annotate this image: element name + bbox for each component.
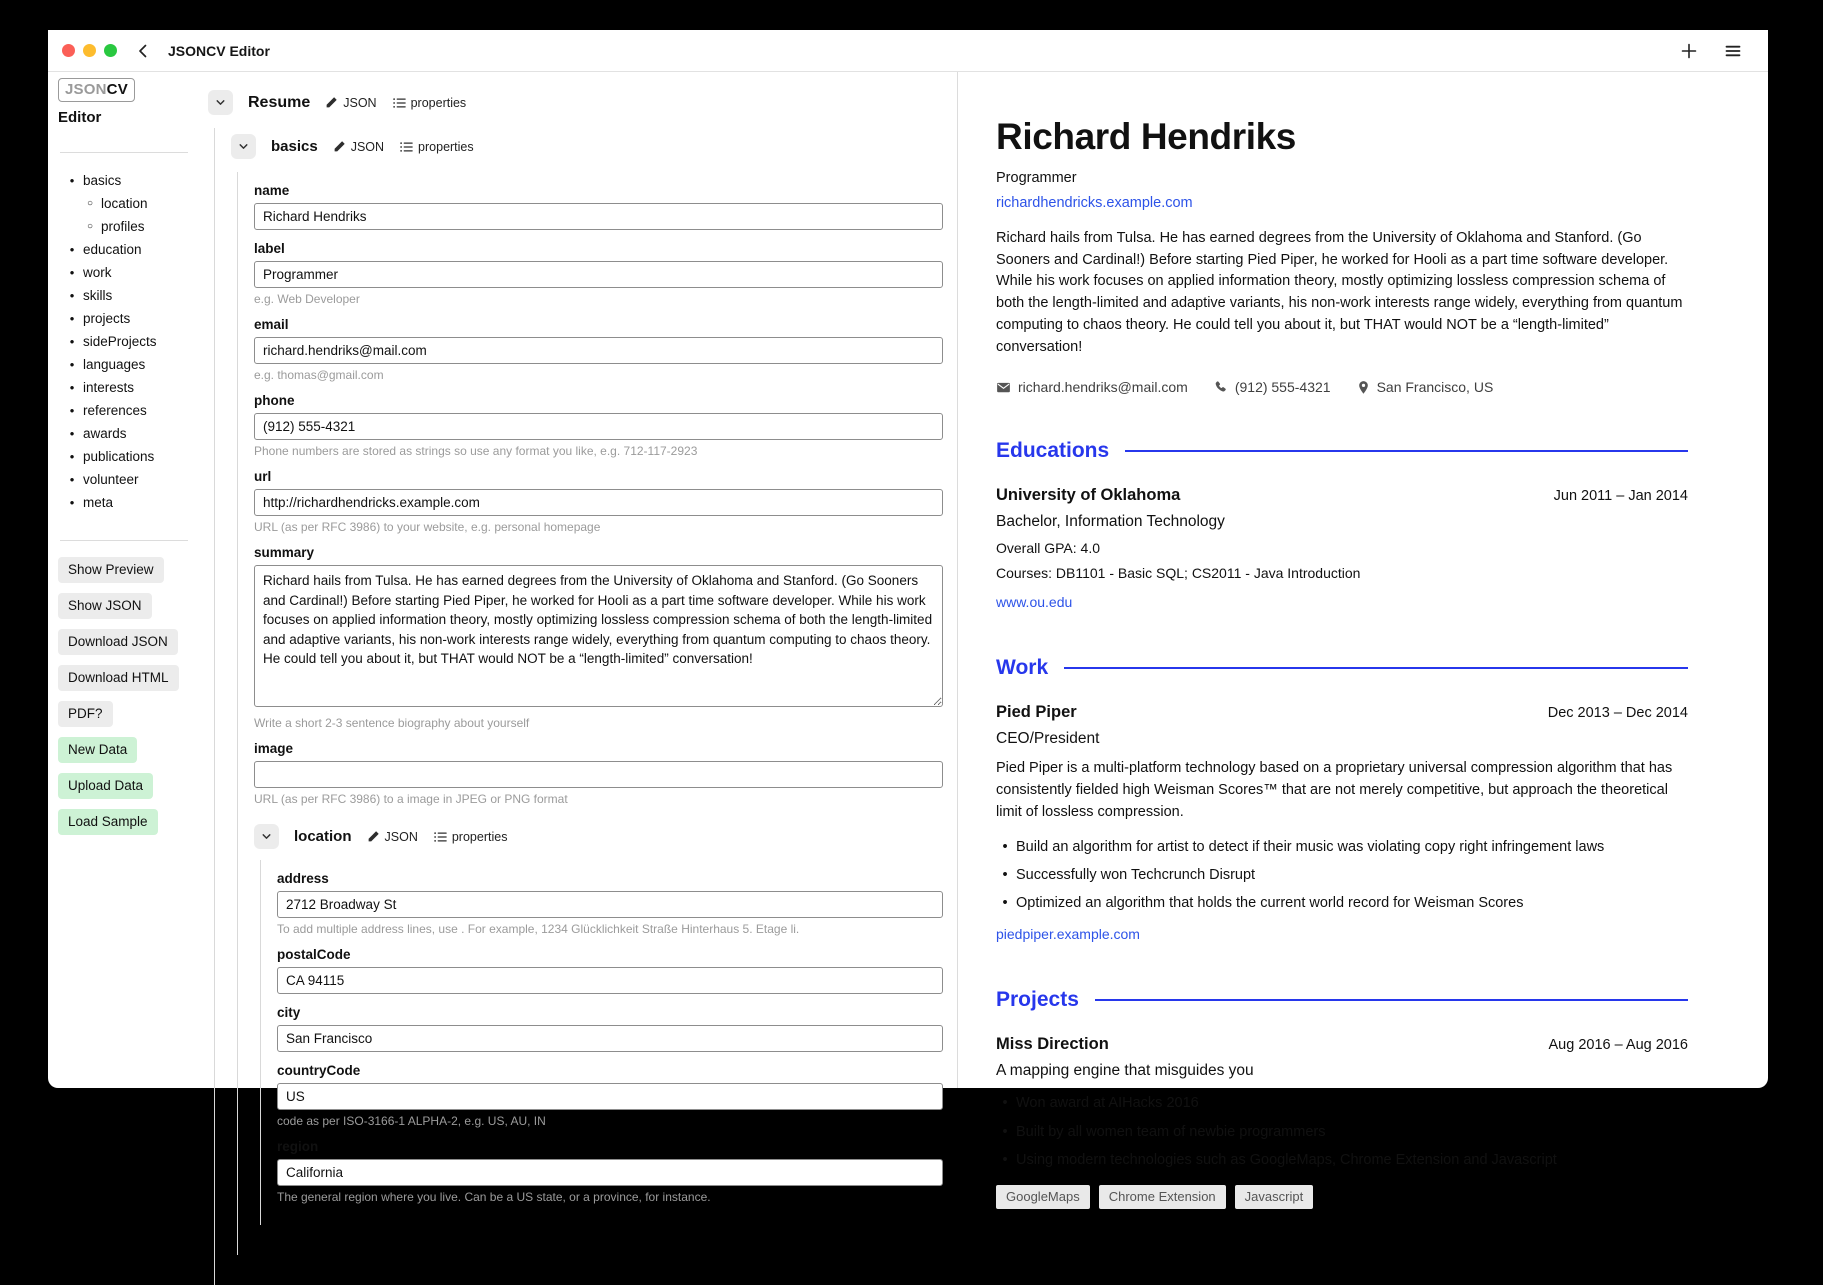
resume-children [214, 128, 943, 1285]
close-window-button[interactable] [62, 44, 75, 57]
field-label-summary: summary [254, 545, 315, 560]
email-input[interactable] [254, 337, 943, 364]
item-link-row [996, 913, 1688, 944]
bullet-dot-icon: • [1002, 1095, 1008, 1112]
sidebar-item-label: volunteer [83, 472, 139, 487]
url-input[interactable] [254, 489, 943, 516]
sidebar-item-meta[interactable] [58, 491, 200, 514]
label-input[interactable] [254, 261, 943, 288]
sidebar-item-languages[interactable] [58, 353, 200, 376]
name-input[interactable] [254, 203, 943, 230]
basics-section [231, 134, 943, 1255]
item-subheading: A mapping engine that misguides you [996, 1062, 1254, 1080]
item-date-range: Aug 2016 – Aug 2016 [1548, 1037, 1688, 1054]
field-hint-countryCode: code as per ISO-3166-1 ALPHA-2, e.g. US, AU, IN [277, 1114, 546, 1128]
location-fields [277, 871, 943, 1204]
item-heading-row [996, 1035, 1688, 1054]
sidebar-item-basics[interactable] [58, 169, 200, 192]
item-detail-line: Courses: DB1101 - Basic SQL; CS2011 - Java Introduction [996, 565, 1361, 582]
field-name [254, 183, 943, 230]
sidebar-item-label: publications [83, 449, 155, 464]
section-heading: Educations [996, 439, 1110, 463]
disc-bullet-icon: • [69, 311, 75, 326]
address-input[interactable] [277, 891, 943, 918]
location-section-header [254, 824, 943, 849]
field-label-image: image [254, 741, 294, 756]
back-button[interactable] [130, 38, 156, 64]
logo-json-text: JSON [65, 81, 107, 98]
disc-bullet-icon: • [69, 495, 75, 510]
tag-chip: Javascript [1235, 1185, 1314, 1209]
sidebar-item-references[interactable] [58, 399, 200, 422]
item-bullet-list [996, 837, 1688, 914]
plus-icon [1680, 42, 1698, 60]
chevron-down-icon [237, 140, 250, 153]
tag-chip: Chrome Extension [1099, 1185, 1226, 1209]
pencil-icon [333, 140, 346, 153]
section-heading-rule [1095, 999, 1688, 1001]
basics-properties-action[interactable] [399, 140, 474, 154]
phone-icon [1214, 380, 1228, 394]
bullet-dot-icon: • [1002, 895, 1008, 912]
resume-collapse-button[interactable] [208, 90, 233, 115]
field-label-email: email [254, 317, 289, 332]
location-section-title: location [294, 828, 352, 845]
preview-item-pied-piper [996, 703, 1688, 944]
bullet-text: Build an algorithm for artist to detect if their music was violating copy right infringement laws [1016, 838, 1605, 855]
field-label-address: address [277, 871, 329, 886]
zoom-window-button[interactable] [104, 44, 117, 57]
new-data-button[interactable]: New Data [58, 737, 137, 763]
preview-section-work [996, 656, 1688, 944]
field-label-label: label [254, 241, 285, 256]
field-postalCode [277, 947, 943, 994]
section-heading-row [996, 439, 1688, 463]
field-hint-address: To add multiple address lines, use . For example, 1234 Glücklichkeit Straße Hinterhaus 5. Etage li. [277, 922, 800, 936]
show-json-button[interactable]: Show JSON [58, 593, 152, 619]
sidebar-item-work[interactable] [58, 261, 200, 284]
list-properties-icon [433, 830, 447, 844]
item-link[interactable]: piedpiper.example.com [996, 926, 1140, 943]
field-hint-summary: Write a short 2-3 sentence biography about yourself [254, 716, 530, 730]
basics-section-header [231, 134, 943, 159]
minimize-window-button[interactable] [83, 44, 96, 57]
sidebar-item-label: meta [83, 495, 114, 510]
chevron-left-icon [135, 43, 151, 59]
disc-bullet-icon: • [69, 265, 75, 280]
bullet-dot-icon: • [1002, 838, 1008, 855]
resume-section-title: Resume [248, 93, 311, 111]
preview-item-university-of-oklahoma [996, 486, 1688, 612]
sidebar-item-projects[interactable] [58, 307, 200, 330]
field-city [277, 1005, 943, 1052]
preview-item-miss-direction [996, 1035, 1688, 1209]
sidebar-item-sideProjects[interactable] [58, 330, 200, 353]
field-label-url: url [254, 469, 272, 484]
item-heading-row [996, 486, 1688, 505]
field-hint-label: e.g. Web Developer [254, 292, 360, 306]
field-label-name: name [254, 183, 290, 198]
field-address [277, 871, 943, 936]
bullet-text: Using modern technologies such as GoogleMaps, Chrome Extension and Javascript [1016, 1152, 1557, 1169]
envelope-icon [996, 380, 1011, 395]
field-summary [254, 545, 943, 730]
window-title: JSONCV Editor [168, 42, 270, 59]
resume-section-header [208, 90, 943, 115]
sidebar-actions-gray [58, 557, 200, 727]
sidebar-item-label: references [83, 403, 147, 418]
disc-bullet-icon: • [69, 403, 75, 418]
main-content [48, 72, 1768, 1205]
download-json-button[interactable]: Download JSON [58, 629, 178, 655]
location-json-label: JSON [384, 829, 418, 844]
disc-bullet-icon: • [69, 426, 75, 441]
summary-input[interactable] [254, 565, 943, 707]
item-link-row [996, 581, 1688, 612]
bullet-dot-icon: • [1002, 1152, 1008, 1169]
app-window [48, 30, 1768, 1205]
sidebar-item-volunteer[interactable] [58, 468, 200, 491]
item-title: Miss Direction [996, 1035, 1109, 1054]
sidebar-item-label: work [83, 265, 112, 280]
sidebar-actions-green [58, 737, 200, 835]
bullet-dot-icon: • [1002, 866, 1008, 883]
item-heading-row [996, 703, 1688, 722]
location-json-action[interactable] [367, 830, 418, 844]
field-hint-email: e.g. thomas@gmail.com [254, 368, 384, 382]
phone-input[interactable] [254, 413, 943, 440]
bullet-dot-icon: • [1002, 1123, 1008, 1140]
sidebar-divider-top [60, 152, 188, 153]
sidebar-item-label: languages [83, 357, 146, 372]
bullet-text: Optimized an algorithm that holds the current world record for Weisman Scores [1016, 895, 1524, 912]
resume-properties-action[interactable] [392, 96, 467, 110]
new-tab-button[interactable] [1680, 42, 1698, 60]
preview-section-educations [996, 439, 1688, 612]
field-label-countryCode: countryCode [277, 1063, 361, 1078]
item-tags [996, 1185, 1688, 1209]
section-heading-row [996, 988, 1688, 1012]
field-image [254, 741, 943, 806]
field-countryCode [277, 1063, 943, 1128]
item-detail-line: Overall GPA: 4.0 [996, 540, 1101, 557]
sidebar-item-location[interactable] [58, 192, 200, 215]
countryCode-input[interactable] [277, 1083, 943, 1110]
item-date-range: Dec 2013 – Dec 2014 [1547, 705, 1688, 722]
basics-section-title: basics [271, 138, 318, 155]
bullet-text: Won award at AIHacks 2016 [1016, 1095, 1199, 1112]
preview-website-link[interactable]: richardhendricks.example.com [996, 194, 1193, 211]
region-input[interactable] [277, 1159, 943, 1186]
bullet-text: Built by all women team of newbie programmers [1016, 1123, 1326, 1140]
item-date-range: Jun 2011 – Jan 2014 [1553, 488, 1688, 505]
resume-json-action[interactable] [325, 96, 376, 110]
sidebar-item-label: skills [83, 288, 113, 303]
preview-contact-row [996, 379, 1688, 395]
field-hint-region: The general region where you live. Can be a US state, or a province, for instance. [277, 1190, 711, 1204]
field-label-city: city [277, 1005, 301, 1020]
section-heading: Projects [996, 988, 1079, 1012]
section-heading-row [996, 656, 1688, 680]
item-bullet [996, 893, 1688, 913]
sidebar-item-label: education [83, 242, 142, 257]
basics-properties-label: properties [418, 139, 474, 154]
preview-contact-email [996, 379, 1188, 395]
disc-bullet-icon: • [69, 242, 75, 257]
chevron-down-icon [214, 96, 227, 109]
image-input[interactable] [254, 761, 943, 788]
contact-email-text: richard.hendriks@mail.com [1018, 379, 1188, 396]
sidebar-item-interests[interactable] [58, 376, 200, 399]
traffic-lights [62, 44, 117, 57]
sidebar-item-label: location [101, 196, 148, 211]
preview-contact-location [1357, 379, 1494, 395]
resume-json-label: JSON [343, 95, 377, 110]
item-bullet [996, 1093, 1688, 1113]
sidebar-item-label: awards [83, 426, 127, 441]
bullet-text: Successfully won Techcrunch Disrupt [1016, 866, 1256, 883]
item-link[interactable]: www.ou.edu [996, 594, 1073, 611]
disc-bullet-icon: • [69, 288, 75, 303]
upload-data-button[interactable]: Upload Data [58, 773, 153, 799]
field-email [254, 317, 943, 382]
download-html-button[interactable]: Download HTML [58, 665, 179, 691]
basics-json-action[interactable] [333, 140, 384, 154]
list-properties-icon [399, 140, 413, 154]
pencil-icon [367, 830, 380, 843]
sidebar-item-label: basics [83, 173, 122, 188]
city-input[interactable] [277, 1025, 943, 1052]
disc-bullet-icon: • [69, 173, 75, 188]
section-heading-rule [1064, 667, 1688, 669]
item-bullet [996, 1122, 1688, 1142]
list-properties-icon [392, 96, 406, 110]
field-url [254, 469, 943, 534]
preview-name: Richard Hendriks [996, 116, 1296, 157]
hamburger-menu-icon [1724, 42, 1742, 60]
sidebar-item-profiles[interactable] [58, 215, 200, 238]
chevron-down-icon [260, 830, 273, 843]
sidebar-item-education[interactable] [58, 238, 200, 261]
item-title: Pied Piper [996, 703, 1077, 722]
section-heading: Work [996, 656, 1049, 680]
item-title: University of Oklahoma [996, 486, 1181, 505]
sidebar-subtitle: Editor [58, 109, 102, 126]
preview-section-projects [996, 988, 1688, 1209]
field-phone [254, 393, 943, 458]
preview-sections [996, 439, 1688, 1209]
contact-phone-text: (912) 555-4321 [1234, 379, 1331, 396]
basics-json-label: JSON [350, 139, 385, 154]
basics-collapse-button[interactable] [231, 134, 256, 159]
item-subheading: Bachelor, Information Technology [996, 513, 1225, 531]
item-bullet-list [996, 1093, 1688, 1170]
location-collapse-button[interactable] [254, 824, 279, 849]
sidebar-item-label: interests [83, 380, 135, 395]
item-description: Pied Piper is a multi-platform technology based on a proprietary universal compression algorithm that has consistently fielded high Weisman Scores™ that are not merely competitive, but approach the theoretical limit of lossless compression. [996, 760, 1673, 820]
sidebar-item-awards[interactable] [58, 422, 200, 445]
resume-section [208, 90, 943, 1285]
field-hint-url: URL (as per RFC 3986) to your website, e.g. personal homepage [254, 520, 601, 534]
disc-bullet-icon: • [69, 472, 75, 487]
disc-bullet-icon: • [69, 357, 75, 372]
contact-location-text: San Francisco, US [1376, 379, 1494, 396]
pdf-button[interactable]: PDF? [58, 701, 113, 727]
field-label-postalCode: postalCode [277, 947, 351, 962]
disc-bullet-icon: • [69, 449, 75, 464]
field-label-region: region [277, 1139, 319, 1154]
location-properties-label: properties [451, 829, 508, 844]
location-section [254, 824, 943, 1225]
logo-cv-text: CV [106, 81, 128, 98]
sidebar-item-skills[interactable] [58, 284, 200, 307]
sidebar-item-label: profiles [101, 219, 145, 234]
preview-contact-phone [1214, 379, 1331, 395]
editor-pane [200, 72, 957, 1204]
sidebar-divider-bottom [60, 540, 188, 541]
item-bullet [996, 1150, 1688, 1170]
preview-summary: Richard hails from Tulsa. He has earned degrees from the University of Oklahoma and Stanford. (Go Sooners and Cardinal!) Before starting Pied Piper, he worked for Hooli as a part time software developer. While his work focuses on applied information theory, mostly optimizing lossless compression schema of both the length-limited and adaptive variants, his non-work interests range widely, everything from quantum computing to chaos theory. He could tell you about it, but THAT would NOT be a “length-limited” conversation! [996, 229, 1683, 355]
item-bullet [996, 865, 1688, 885]
basics-children [237, 172, 943, 1255]
show-preview-button[interactable]: Show Preview [58, 557, 164, 583]
sidebar-nav [58, 169, 200, 514]
resume-properties-label: properties [410, 95, 467, 110]
basics-fields [254, 183, 943, 806]
field-label [254, 241, 943, 306]
item-bullet [996, 837, 1688, 857]
disc-bullet-icon: • [69, 380, 75, 395]
jsoncv-logo [58, 78, 135, 102]
field-hint-image: URL (as per RFC 3986) to a image in JPEG or PNG format [254, 792, 568, 806]
item-subheading: CEO/President [996, 730, 1100, 748]
location-properties-action[interactable] [433, 830, 508, 844]
field-hint-phone: Phone numbers are stored as strings so use any format you like, e.g. 712-117-2923 [254, 444, 698, 458]
field-label-phone: phone [254, 393, 295, 408]
circle-bullet-icon: ○ [86, 198, 94, 209]
pencil-icon [325, 96, 338, 109]
circle-bullet-icon: ○ [86, 221, 94, 232]
postalCode-input[interactable] [277, 967, 943, 994]
map-pin-icon [1357, 380, 1370, 395]
sidebar [48, 72, 200, 1088]
preview-pane [957, 72, 1768, 1205]
sidebar-item-publications[interactable] [58, 445, 200, 468]
tag-chip: GoogleMaps [996, 1185, 1090, 1209]
disc-bullet-icon: • [69, 334, 75, 349]
field-region [277, 1139, 943, 1204]
sidebar-item-label: projects [83, 311, 131, 326]
preview-job-label: Programmer [996, 169, 1077, 186]
sidebar-item-label: sideProjects [83, 334, 157, 349]
title-bar [48, 30, 1768, 72]
location-children [260, 860, 943, 1225]
menu-button[interactable] [1724, 42, 1742, 60]
section-heading-rule [1125, 450, 1688, 452]
load-sample-button[interactable]: Load Sample [58, 809, 158, 835]
